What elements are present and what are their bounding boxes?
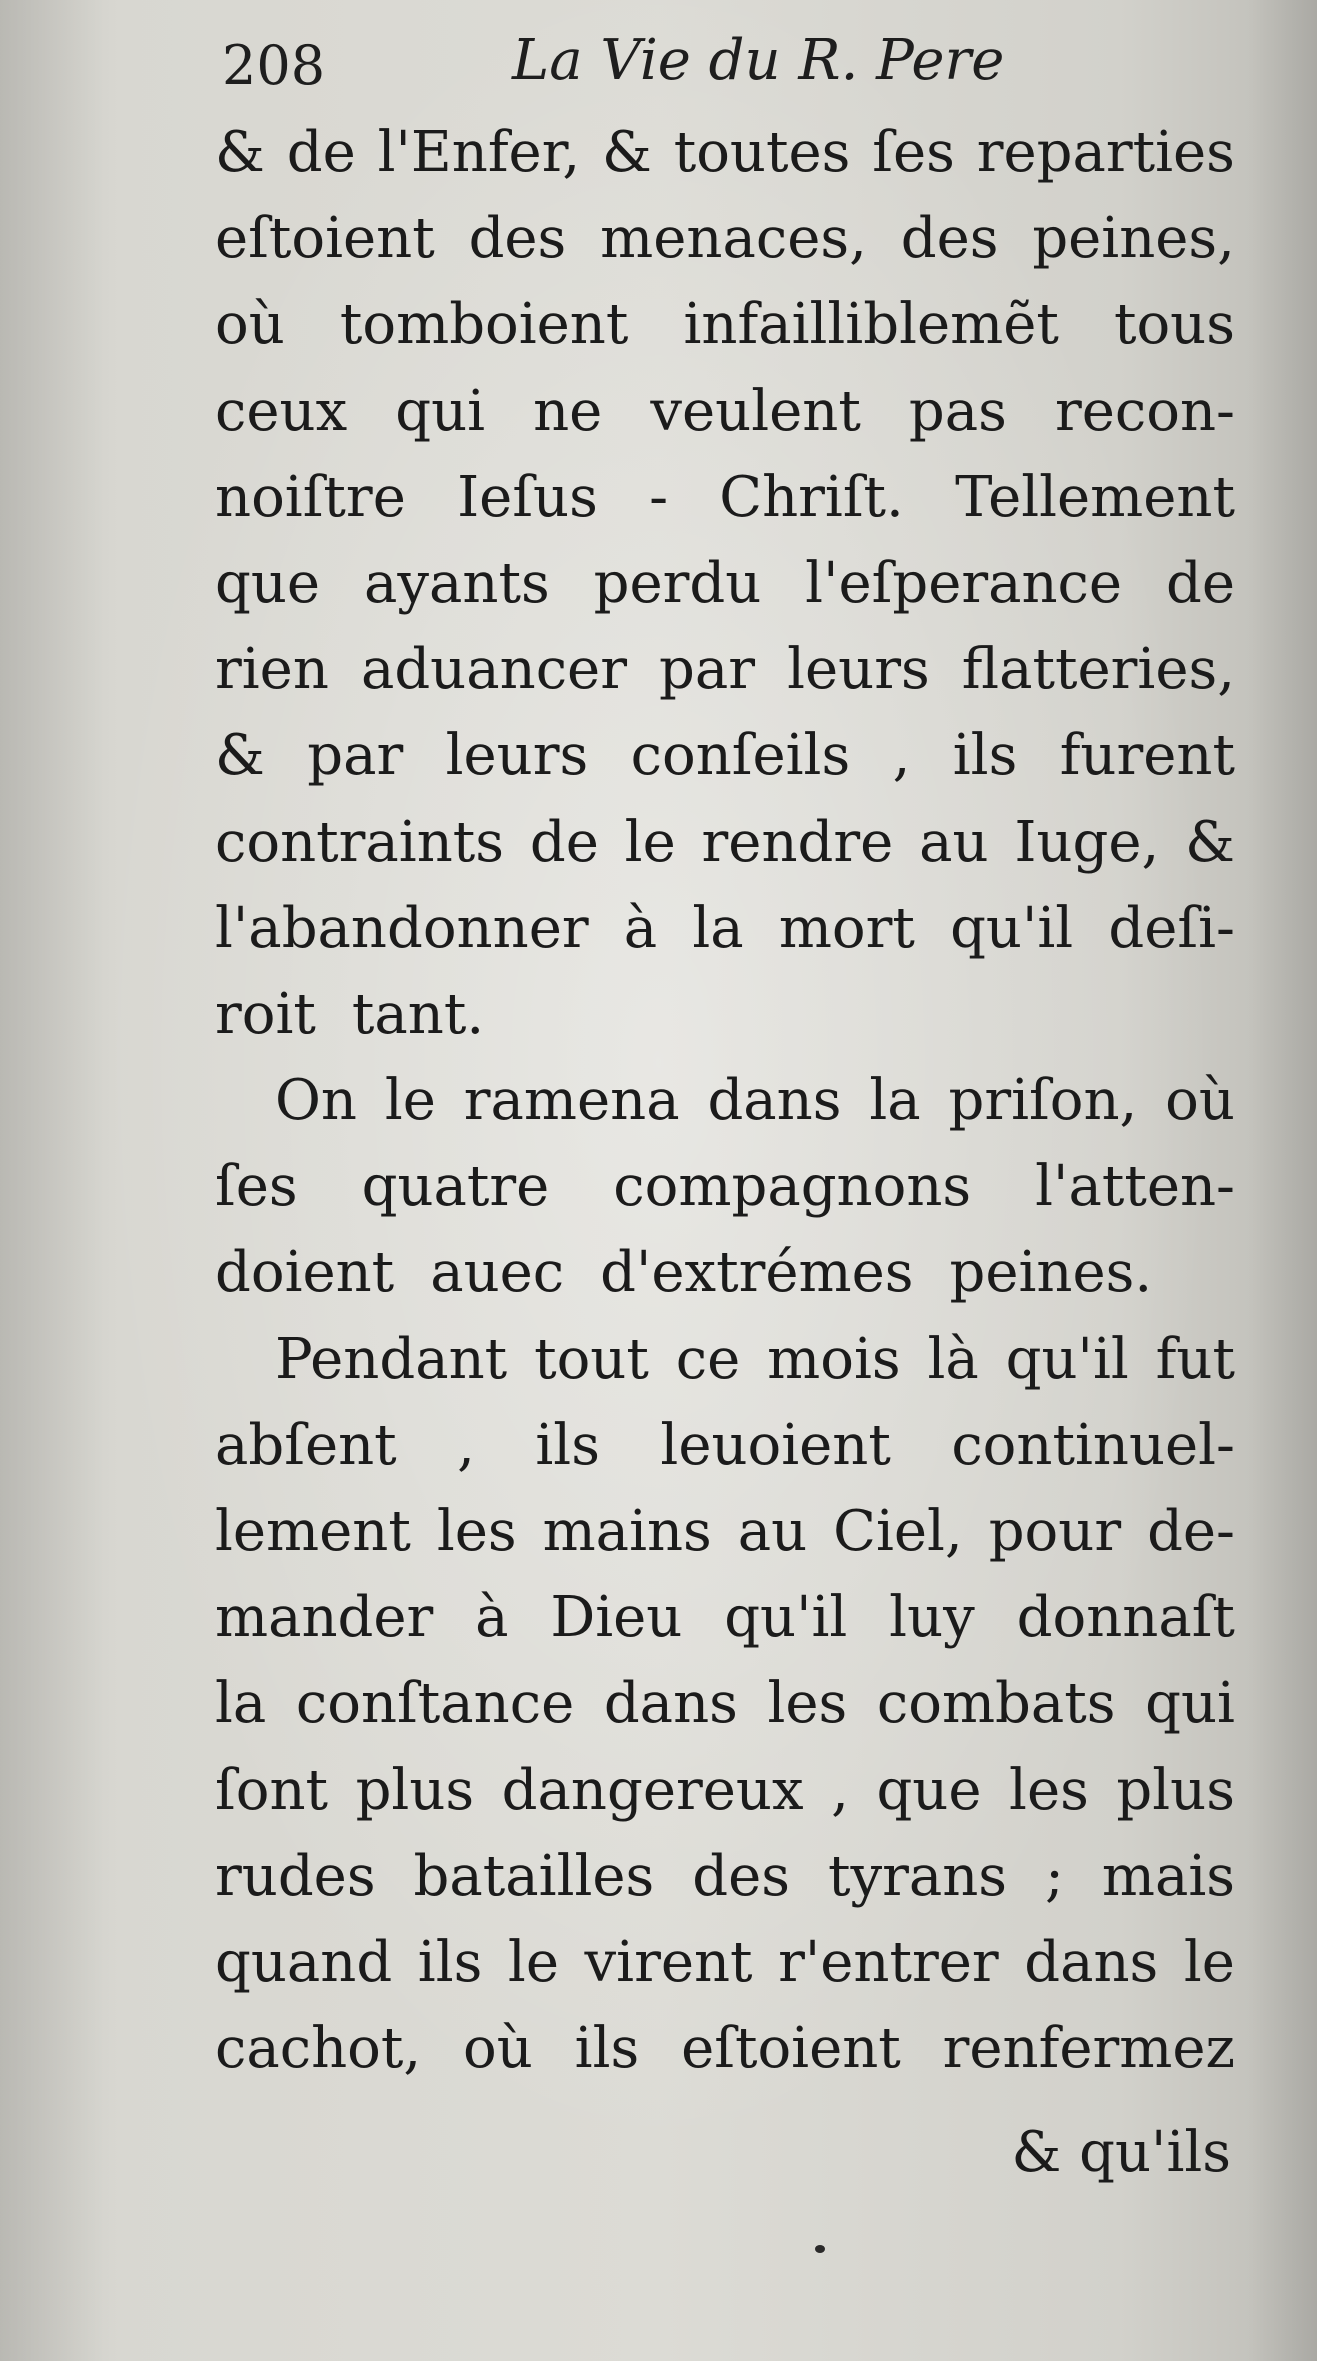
word: peines. bbox=[949, 1240, 1153, 1306]
body-text bbox=[215, 110, 1245, 2092]
text-line bbox=[215, 713, 1235, 799]
word: des bbox=[468, 206, 567, 272]
word: toutes bbox=[673, 120, 851, 185]
word: contraints bbox=[215, 809, 505, 875]
word: ayants bbox=[363, 550, 550, 616]
word: de bbox=[529, 809, 599, 875]
word: & bbox=[215, 723, 265, 789]
word: tyrans bbox=[827, 1843, 1008, 1909]
text-line bbox=[215, 1575, 1235, 1661]
word: ſont bbox=[215, 1757, 329, 1823]
word: au bbox=[919, 809, 989, 875]
word: reparties bbox=[976, 120, 1235, 185]
word: furent bbox=[1059, 723, 1235, 789]
word: quatre bbox=[361, 1154, 550, 1220]
word: le bbox=[1183, 1929, 1235, 1995]
word: doient bbox=[215, 1240, 395, 1306]
word: le bbox=[507, 1929, 559, 1995]
word: mains bbox=[542, 1499, 712, 1564]
text-line bbox=[215, 541, 1235, 627]
word: les bbox=[436, 1499, 517, 1564]
text-line bbox=[215, 369, 1235, 455]
word: infailliblemẽt bbox=[683, 292, 1059, 358]
word: leurs bbox=[787, 637, 930, 703]
word: Pendant bbox=[275, 1326, 508, 1392]
word: tant. bbox=[351, 981, 485, 1047]
word: continuel- bbox=[951, 1412, 1235, 1478]
word: le bbox=[624, 809, 676, 875]
text-line bbox=[215, 1403, 1235, 1489]
word: compagnons bbox=[613, 1154, 972, 1220]
text-line bbox=[215, 1661, 1235, 1747]
word: virent bbox=[584, 1929, 753, 1995]
word: plus bbox=[355, 1757, 475, 1823]
word: auec bbox=[430, 1240, 565, 1306]
word: dangereux bbox=[501, 1757, 804, 1823]
word: ceux bbox=[215, 378, 348, 444]
text-line bbox=[215, 455, 1235, 541]
word: leuoient bbox=[660, 1412, 891, 1478]
running-head bbox=[222, 28, 1042, 108]
word: veulent bbox=[650, 378, 861, 444]
word: lement bbox=[215, 1499, 411, 1564]
text-line bbox=[215, 972, 1235, 1058]
word: Chriſt. bbox=[719, 464, 904, 530]
word: abſent bbox=[215, 1412, 397, 1478]
word: des bbox=[692, 1843, 790, 1909]
word: , bbox=[831, 1757, 849, 1823]
ink-speck bbox=[815, 2245, 825, 2253]
word: combats bbox=[876, 1671, 1116, 1737]
text-line bbox=[215, 800, 1235, 886]
running-title: La Vie du R. Pere bbox=[512, 28, 1005, 93]
word: priſon, bbox=[948, 1068, 1138, 1134]
word: de bbox=[1165, 550, 1235, 616]
word: Ciel, bbox=[833, 1499, 963, 1564]
word: où bbox=[1165, 1068, 1235, 1134]
word: où bbox=[215, 292, 285, 358]
text-line bbox=[215, 1144, 1235, 1230]
word: que bbox=[215, 550, 321, 616]
word: menaces, bbox=[600, 206, 867, 272]
word: & bbox=[215, 120, 265, 185]
word: Dieu bbox=[550, 1585, 683, 1651]
word: là bbox=[927, 1326, 979, 1392]
word: qui bbox=[395, 378, 486, 444]
word: ils bbox=[574, 2016, 640, 2082]
word: dans bbox=[603, 1671, 738, 1737]
word: ils bbox=[952, 723, 1018, 789]
catchword: & qu'ils bbox=[1011, 2120, 1231, 2185]
word: ſes bbox=[215, 1154, 298, 1220]
word: quand bbox=[215, 1929, 393, 1995]
page-edge-shadow bbox=[0, 0, 120, 2361]
word: & bbox=[1185, 809, 1235, 875]
word: r'entrer bbox=[778, 1929, 999, 1995]
word: leurs bbox=[445, 723, 589, 789]
word: ſes bbox=[872, 120, 955, 185]
word: rendre bbox=[701, 809, 894, 875]
text-line bbox=[215, 886, 1235, 972]
word: par bbox=[307, 723, 404, 789]
word: l'eſperance bbox=[805, 550, 1123, 616]
word: renfermez bbox=[942, 2016, 1235, 2082]
word: mander bbox=[215, 1585, 434, 1651]
word: peines, bbox=[1032, 206, 1235, 272]
word: dans bbox=[1024, 1929, 1159, 1995]
word: tout bbox=[534, 1326, 649, 1392]
gutter-shadow bbox=[1247, 0, 1317, 2361]
word: de- bbox=[1147, 1499, 1235, 1564]
word: ils bbox=[417, 1929, 483, 1995]
word: recon- bbox=[1054, 378, 1235, 444]
text-line bbox=[215, 1834, 1235, 1920]
word: & bbox=[601, 120, 652, 185]
word: qu'il bbox=[724, 1585, 848, 1651]
word: la bbox=[692, 895, 744, 961]
word: rien bbox=[215, 637, 329, 703]
word: qui bbox=[1145, 1671, 1235, 1737]
word: fut bbox=[1155, 1326, 1235, 1392]
word: mois bbox=[767, 1326, 901, 1392]
word: de bbox=[286, 120, 356, 185]
word: Tellement bbox=[955, 464, 1235, 530]
word: deſi- bbox=[1108, 895, 1235, 961]
word: dans bbox=[707, 1068, 842, 1134]
word: flatteries, bbox=[961, 637, 1235, 703]
word: tous bbox=[1113, 292, 1235, 358]
text-line bbox=[215, 2006, 1235, 2092]
word: aduancer bbox=[360, 637, 627, 703]
text-line bbox=[215, 110, 1235, 196]
word: luy bbox=[889, 1585, 975, 1651]
text-line bbox=[215, 1489, 1235, 1575]
word: l'atten- bbox=[1035, 1154, 1235, 1220]
text-line bbox=[215, 627, 1235, 713]
word: conſeils bbox=[630, 723, 851, 789]
text-line bbox=[215, 1920, 1235, 2006]
text-line bbox=[215, 1317, 1235, 1403]
word: mort bbox=[778, 895, 915, 961]
word: les bbox=[1009, 1757, 1089, 1823]
word: les bbox=[767, 1671, 848, 1737]
word: la bbox=[869, 1068, 921, 1134]
word: l'Enfer, bbox=[377, 120, 581, 185]
word: où bbox=[463, 2016, 533, 2082]
word: mais bbox=[1101, 1843, 1235, 1909]
word: cachot, bbox=[215, 2016, 422, 2082]
word: , bbox=[457, 1412, 475, 1478]
word: donnaſt bbox=[1016, 1585, 1235, 1651]
word: ramena bbox=[463, 1068, 680, 1134]
word: à bbox=[475, 1585, 509, 1651]
word: plus bbox=[1116, 1757, 1235, 1823]
word: ce bbox=[675, 1326, 741, 1392]
word: que bbox=[876, 1757, 982, 1823]
text-line bbox=[215, 1230, 1235, 1316]
word: d'extrémes bbox=[600, 1240, 914, 1306]
word: conſtance bbox=[295, 1671, 575, 1737]
word: pour bbox=[988, 1499, 1122, 1564]
word: pas bbox=[908, 378, 1007, 444]
word: ils bbox=[535, 1412, 600, 1478]
word: la bbox=[215, 1671, 267, 1737]
word: par bbox=[659, 637, 756, 703]
word: batailles bbox=[413, 1843, 655, 1909]
word: noiſtre bbox=[215, 464, 406, 530]
word: qu'il bbox=[1005, 1326, 1129, 1392]
word: On bbox=[275, 1068, 357, 1134]
word: à bbox=[623, 895, 658, 961]
word: - bbox=[649, 464, 668, 530]
text-line bbox=[215, 196, 1235, 282]
word: ne bbox=[533, 378, 603, 444]
text-line bbox=[215, 282, 1235, 368]
text-line bbox=[215, 1748, 1235, 1834]
page-number: 208 bbox=[222, 34, 326, 97]
word: l'abandonner bbox=[215, 895, 589, 961]
word: perdu bbox=[593, 550, 762, 616]
word: , bbox=[892, 723, 911, 789]
text-line bbox=[215, 1058, 1235, 1144]
word: ; bbox=[1045, 1843, 1064, 1909]
word: qu'il bbox=[950, 895, 1074, 961]
word: roit bbox=[215, 981, 316, 1047]
word: rudes bbox=[215, 1843, 376, 1909]
word: eſtoient bbox=[681, 2016, 901, 2082]
word: le bbox=[384, 1068, 436, 1134]
word: Iuge, bbox=[1014, 809, 1160, 875]
word: au bbox=[737, 1499, 808, 1564]
word: eſtoient bbox=[215, 206, 435, 272]
word: Ieſus bbox=[457, 464, 598, 530]
word: des bbox=[900, 206, 999, 272]
word: tomboient bbox=[339, 292, 629, 358]
